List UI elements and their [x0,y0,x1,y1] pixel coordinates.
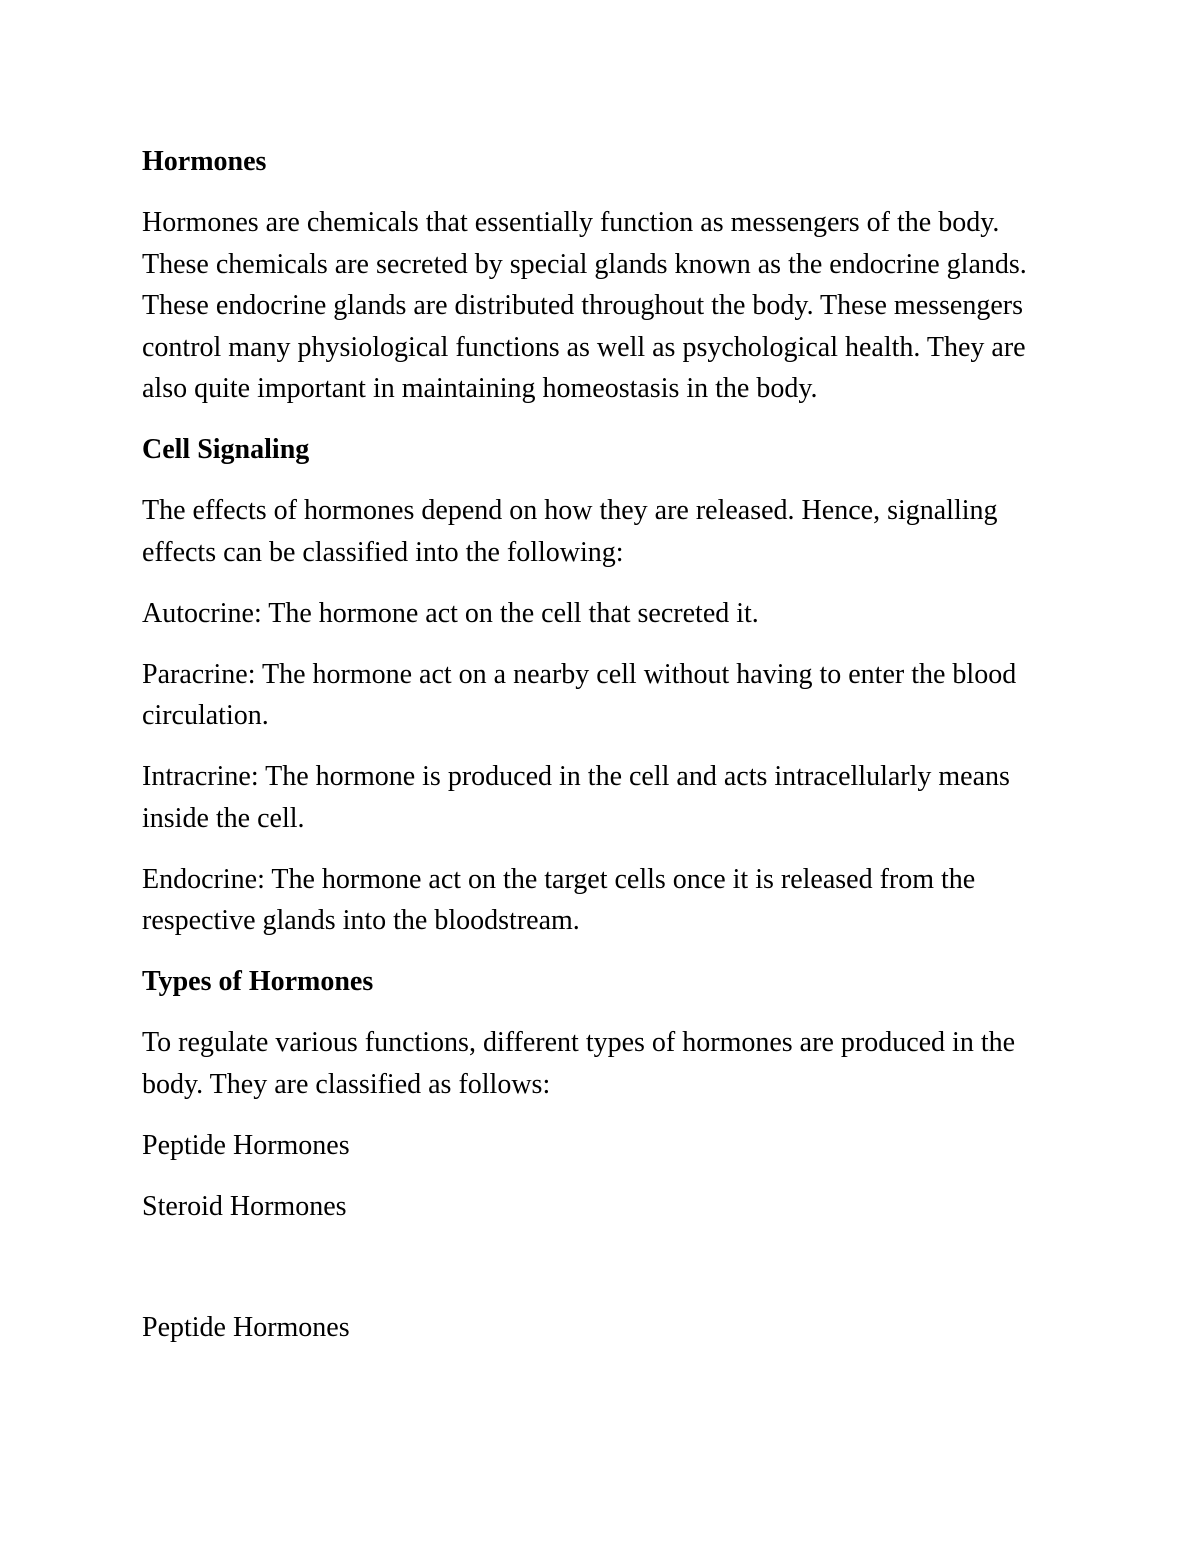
document-content [142,141,1062,1368]
heading-types-of-hormones: Types of Hormones [142,966,374,997]
paragraph-autocrine: Autocrine: The hormone act on the cell that secreted it. [142,597,759,629]
paragraph-paracrine: Paracrine: The hormone act on a nearby cell without having to enter the blood circulation. [142,658,1017,731]
list-item-peptide-hormones: Peptide Hormones [142,1129,350,1161]
list-item-steroid-hormones: Steroid Hormones [142,1190,347,1222]
paragraph-signaling-intro: The effects of hormones depend on how they are released. Hence, signalling effects can be classified into the following: [142,495,998,568]
heading-hormones: Hormones [142,146,267,177]
heading-cell-signaling: Cell Signaling [142,434,310,465]
paragraph-intracrine: Intracrine: The hormone is produced in the cell and acts intracellularly means inside the cell. [142,761,1010,834]
paragraph-types-intro: To regulate various functions, different types of hormones are produced in the body. They are classified as follows: [142,1027,1016,1100]
paragraph-peptide-hormones-heading: Peptide Hormones [142,1311,350,1343]
paragraph-endocrine: Endocrine: The hormone act on the target cells once it is released from the respective glands into the bloodstream. [142,863,976,936]
paragraph-hormones-definition: Hormones are chemicals that essentially function as messengers of the body. These chemicals are secreted by special glands known as the endocrine glands. These endocrine glands are distributed throughout the body. These messengers control many physiological functions as well as psychological health. They are also quite important in maintaining homeostasis in the body. [142,207,1027,404]
blank-line [142,1247,1062,1307]
